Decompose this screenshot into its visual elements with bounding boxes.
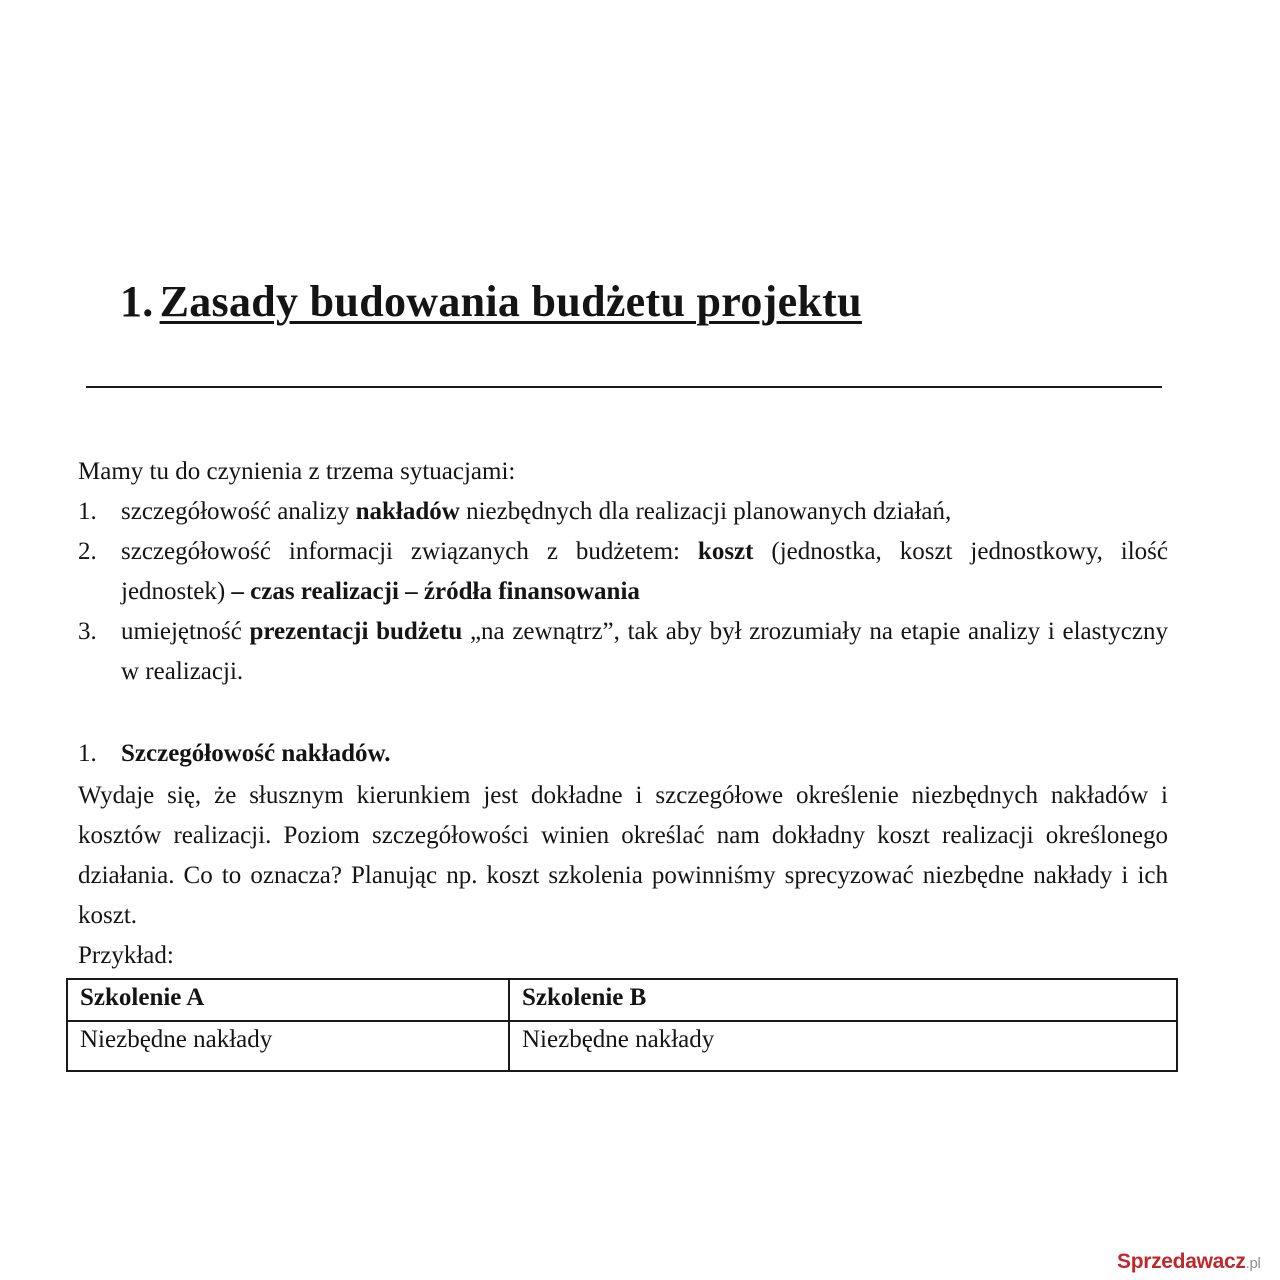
document-heading [120, 278, 862, 326]
list-item-emphasis: koszt [697, 538, 754, 565]
section-paragraph: Wydaje się, że słusznym kierunkiem jest dokładne i szczegółowe określenie niezbędnych nakładów i kosztów realizacji. Poziom szczegółowości winien określać nam dokładny koszt realizacji określonego działania. Co to oznacza? Planując np. koszt szkolenia powinniśmy sprecyzować niezbędne nakłady i ich koszt. [78, 782, 1168, 929]
table-header-cell: Szkolenie B [509, 979, 1177, 1021]
list-item-emphasis: nakładów [355, 498, 460, 525]
example-table [66, 978, 1178, 1072]
heading-number: 1. [120, 277, 154, 326]
list-item-emphasis: prezentacji budżetu [249, 618, 463, 645]
section-heading [78, 734, 390, 774]
list-item-marker: 2. [78, 538, 97, 565]
example-table-clip [66, 978, 1178, 1053]
list-item-text: (jednostka, koszt jednostkowy, ilość jednostek) [121, 538, 1168, 605]
table-header-row [67, 979, 1177, 1021]
example-label: Przykład: [78, 942, 174, 969]
section-marker: 1. [78, 740, 97, 767]
list-item-marker: 1. [78, 498, 97, 525]
table-header-cell: Szkolenie A [67, 979, 509, 1021]
intro-text: Mamy tu do czynienia z trzema sytuacjami: [78, 458, 516, 485]
list-item [78, 492, 1168, 532]
watermark-logo [1117, 1250, 1261, 1274]
heading-title: Zasady budowania budżetu projektu [159, 277, 862, 326]
list-item-text: szczegółowość informacji związanych z budżetem: [121, 538, 698, 565]
table-cell: Niezbędne nakłady [67, 1021, 509, 1071]
list-item [78, 532, 1168, 612]
list-item-text: umiejętność [121, 618, 250, 645]
list-item-text: szczegółowość analizy [121, 498, 356, 525]
list-item-marker: 3. [78, 618, 97, 645]
situations-list [78, 492, 1168, 692]
watermark-brand: Sprzedawacz [1117, 1250, 1246, 1273]
list-item-text: „na zewnątrz”, tak aby był zrozumiały na etapie analizy i elastyczny w realizacji. [121, 618, 1168, 685]
list-item-text: niezbędnych dla realizacji planowanych działań, [459, 498, 952, 525]
list-item [78, 612, 1168, 692]
horizontal-rule [86, 386, 1162, 388]
list-item-emphasis: – czas realizacji – źródła finansowania [231, 578, 640, 605]
table-row [67, 1021, 1177, 1071]
watermark-tld: .pl [1245, 1255, 1261, 1272]
section-title: Szczegółowość nakładów. [121, 740, 391, 767]
table-cell: Niezbędne nakłady [509, 1021, 1177, 1071]
